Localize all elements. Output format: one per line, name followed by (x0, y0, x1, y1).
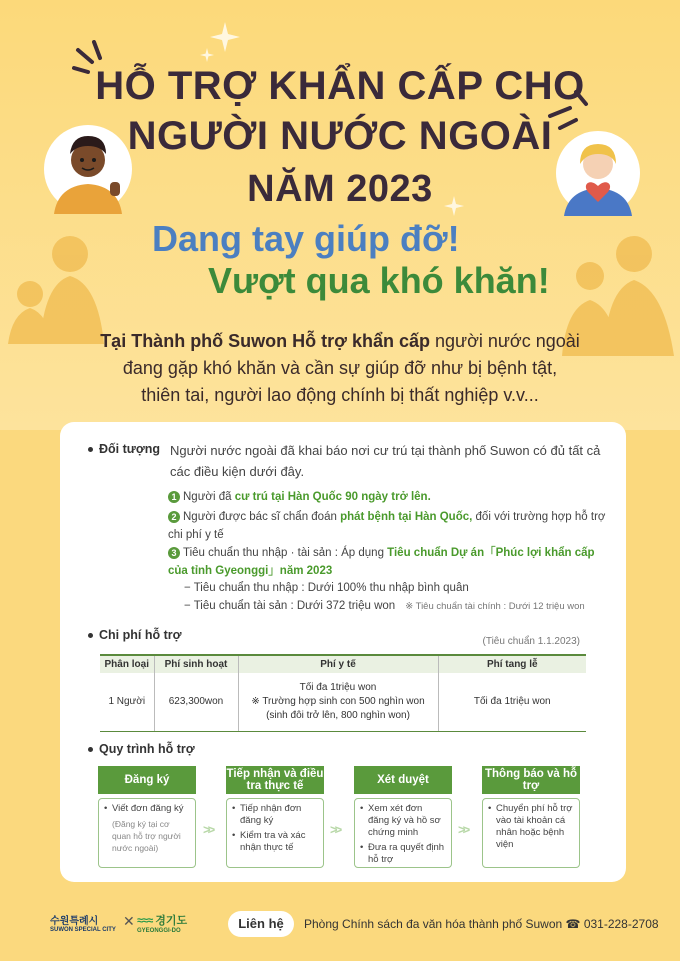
cell-funeral: Tối đa 1triệu won (438, 673, 586, 731)
cell-living: 623,300won (154, 673, 238, 731)
cost-table (100, 654, 586, 732)
info-card (60, 422, 626, 882)
header-category: Phân loại (100, 655, 154, 673)
cross-icon: ✕ (123, 913, 135, 929)
condition-2: 2 Người được bác sĩ chẩn đoán phát bệnh tại Hàn Quốc, đối với trường hợp hỗ trợ chi phí y tế (168, 511, 606, 541)
step-3-body: • Xem xét đơn đăng ký và hồ sơ chứng minh • Đưa ra quyết định hỗ trợ (354, 798, 452, 868)
slogan-1: Dang tay giúp đỡ! (152, 218, 460, 259)
gyeonggi-logo: ≈≈≈ 경기도 GYEONGGI-DO (137, 915, 188, 934)
intro-highlight: Tại Thành phố Suwon Hỗ trợ khẩn cấp (100, 331, 430, 351)
arrow-icon: >> (203, 822, 213, 837)
contact-button[interactable]: Liên hệ (228, 911, 294, 937)
cost-table-header (100, 655, 586, 673)
intro-paragraph (60, 328, 620, 409)
intro-text: người nước ngoài (430, 331, 580, 351)
intro-line-2: đang gặp khó khăn và cần sự giúp đỡ như bị bệnh tật, (122, 358, 558, 378)
header-medical: Phí y tế (238, 655, 438, 673)
step-4-body: • Chuyển phí hỗ trợ vào tài khoản cá nhân hoặc bệnh viện (482, 798, 580, 868)
step-1-body: • Viết đơn đăng ký (Đăng ký tại cơ quan hỗ trợ người nước ngoài) (98, 798, 196, 868)
step-2-title: Tiếp nhận và điều tra thực tế (226, 768, 324, 792)
suwon-logo: 수원특례시 SUWON SPECIAL CITY (50, 916, 116, 933)
sparkle-icon (200, 48, 214, 62)
title-line-3: NĂM 2023 (247, 168, 433, 210)
target-description: Người nước ngoài đã khai báo nơi cư trú tại thành phố Suwon có đủ tất cả các điều kiện dưới đây. (170, 443, 601, 479)
background-people-illustration (0, 224, 140, 344)
slogan-2: Vượt qua khó khăn! (208, 260, 550, 301)
header-funeral: Phí tang lễ (438, 655, 586, 673)
header-living: Phí sinh hoạt (154, 655, 238, 673)
arrow-icon: >> (458, 822, 468, 837)
cost-table-row (100, 673, 586, 731)
arrow-icon: >> (330, 822, 340, 837)
step-3-title: Xét duyệt (354, 766, 452, 794)
cell-medical: Tối đa 1triệu won ※ Trường hợp sinh con 500 nghìn won (sinh đôi trở lên, 800 nghìn won) (238, 673, 438, 731)
step-1-title: Đăng ký (98, 766, 196, 794)
asset-criterion: − Tiêu chuẩn tài sản : Dưới 372 triệu won ※ Tiêu chuẩn tài chính : Dưới 12 triệu won (184, 600, 585, 612)
target-section-label: Đối tượng (88, 442, 160, 456)
sparkle-icon (210, 22, 240, 52)
cost-standard-date: (Tiêu chuẩn 1.1.2023) (482, 636, 580, 647)
cost-section-label: Chi phí hỗ trợ (88, 628, 181, 642)
income-criterion: − Tiêu chuẩn thu nhập : Dưới 100% thu nhập bình quân (184, 582, 469, 594)
contact-info: Phòng Chính sách đa văn hóa thành phố Suwon ☎ 031-228-2708 (304, 917, 659, 931)
process-section-label: Quy trình hỗ trợ (88, 742, 195, 756)
intro-line-3: thiên tai, người lao động chính bị thất nghiệp v.v... (141, 385, 539, 405)
condition-1: 1 Người đã cư trú tại Hàn Quốc 90 ngày trở lên. (168, 488, 608, 506)
step-2-body: • Tiếp nhận đơn đăng ký • Kiểm tra và xác nhận thực tế (226, 798, 324, 868)
step-4-title: Thông báo và hỗ trợ (482, 766, 580, 794)
title-line-2: NGƯỜI NƯỚC NGOÀI (127, 114, 553, 158)
cell-category: 1 Người (100, 673, 154, 731)
condition-3: 3 Tiêu chuẩn thu nhập · tài sản : Áp dụng Tiêu chuẩn Dự án「Phúc lợi khẩn cấp của tỉnh Gyeonggi」năm 2023 (168, 547, 595, 577)
title-line-1: HỖ TRỢ KHẨN CẤP CHO (95, 64, 585, 108)
